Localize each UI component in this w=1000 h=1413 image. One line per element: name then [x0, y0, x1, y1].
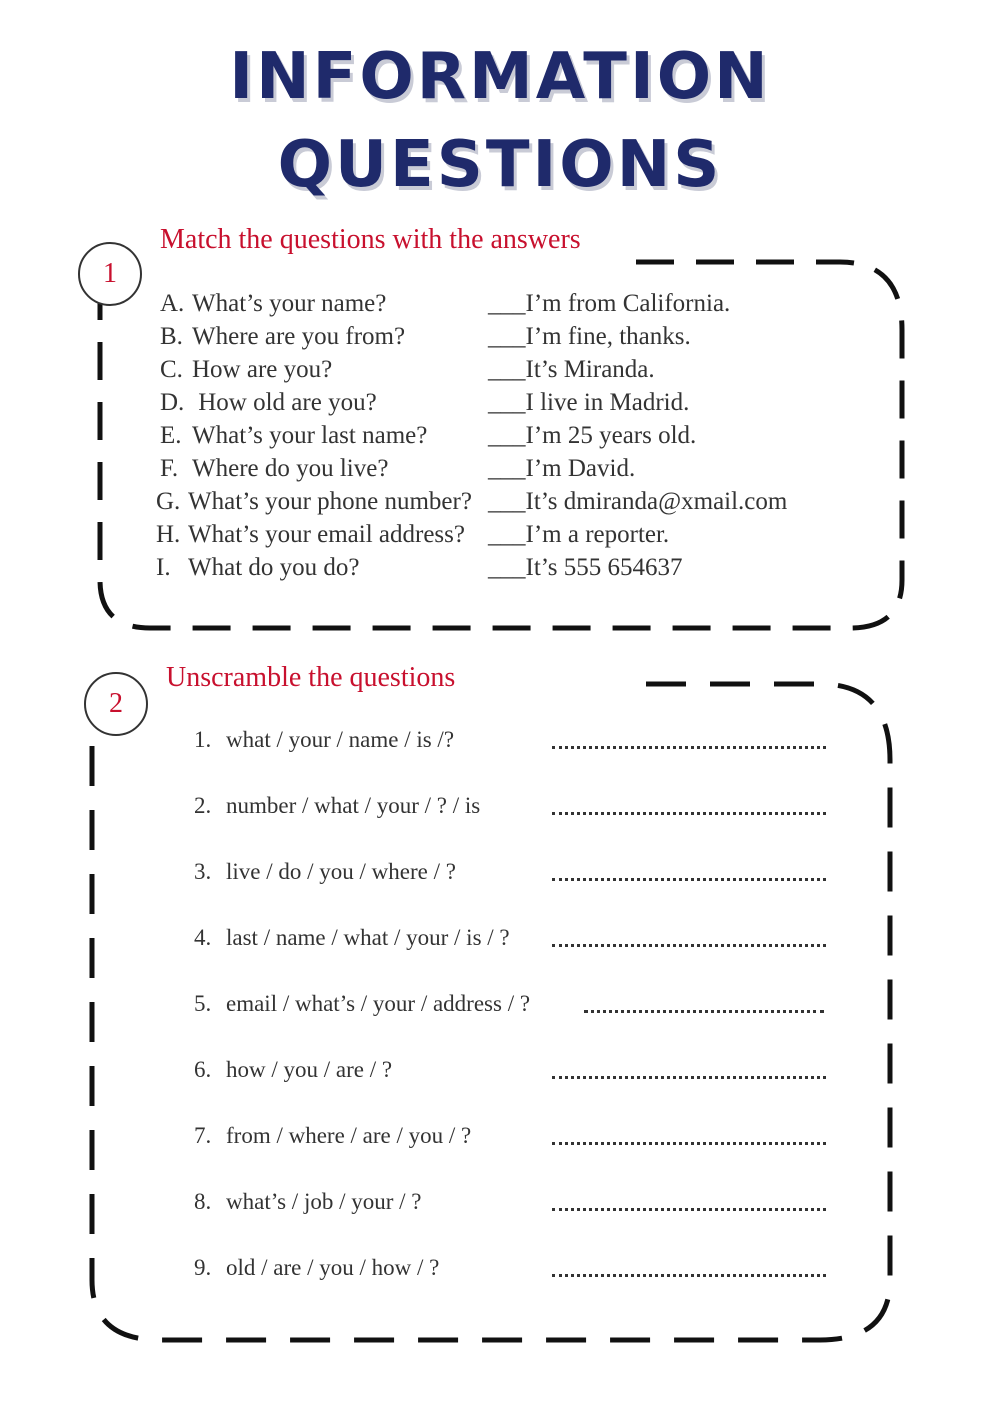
answer-item[interactable]: ___I’m fine, thanks. — [488, 323, 691, 350]
question-item: G. What’s your phone number? — [156, 488, 472, 515]
answer-line[interactable] — [584, 1010, 824, 1013]
section2-number-circle: 2 — [84, 672, 148, 736]
unscramble-item: 9. old / are / you / how / ? — [194, 1255, 440, 1280]
answer-item[interactable]: ___It’s 555 654637 — [488, 554, 683, 581]
answer-item[interactable]: ___I’m from California. — [488, 290, 731, 317]
question-item: F. Where do you live? — [160, 455, 389, 482]
question-item: E. What’s your last name? — [160, 422, 428, 449]
unscramble-item: 4. last / name / what / your / is / ? — [194, 925, 510, 950]
unscramble-item: 5. email / what’s / your / address / ? — [194, 991, 531, 1016]
section2-heading: Unscramble the questions — [166, 662, 456, 693]
answer-line[interactable] — [552, 1076, 826, 1079]
question-item: H. What’s your email address? — [156, 521, 465, 548]
unscramble-item: 2. number / what / your / ? / is — [194, 793, 481, 818]
answer-line[interactable] — [552, 812, 826, 815]
question-item: D. How old are you? — [160, 389, 377, 416]
answer-line[interactable] — [552, 1142, 826, 1145]
worksheet-title-line1: INFORMATION — [229, 40, 771, 114]
answer-line[interactable] — [552, 878, 826, 881]
question-item: C. How are you? — [160, 356, 333, 383]
question-item: B. Where are you from? — [160, 323, 406, 350]
answer-item[interactable]: ___I live in Madrid. — [488, 389, 690, 416]
unscramble-item: 8. what’s / job / your / ? — [194, 1189, 422, 1214]
section1-number-circle: 1 — [78, 242, 142, 306]
unscramble-item: 6. how / you / are / ? — [194, 1057, 393, 1082]
section1-heading: Match the questions with the answers — [160, 224, 581, 255]
unscramble-item: 3. live / do / you / where / ? — [194, 859, 456, 884]
answer-line[interactable] — [552, 1274, 826, 1277]
question-item: I. What do you do? — [156, 554, 360, 581]
answer-item[interactable]: ___I’m a reporter. — [488, 521, 670, 548]
question-item: A. What’s your name? — [160, 290, 387, 317]
unscramble-item: 1. what / your / name / is /? — [194, 727, 455, 752]
answer-line[interactable] — [552, 746, 826, 749]
answer-line[interactable] — [552, 1208, 826, 1211]
answer-item[interactable]: ___I’m David. — [488, 455, 636, 482]
answer-line[interactable] — [552, 944, 826, 947]
unscramble-item: 7. from / where / are / you / ? — [194, 1123, 472, 1148]
answer-item[interactable]: ___I’m 25 years old. — [488, 422, 697, 449]
answer-item[interactable]: ___It’s dmiranda@xmail.com — [488, 488, 788, 515]
answer-item[interactable]: ___It’s Miranda. — [488, 356, 655, 383]
worksheet-title-line2: QUESTIONS — [277, 128, 723, 202]
